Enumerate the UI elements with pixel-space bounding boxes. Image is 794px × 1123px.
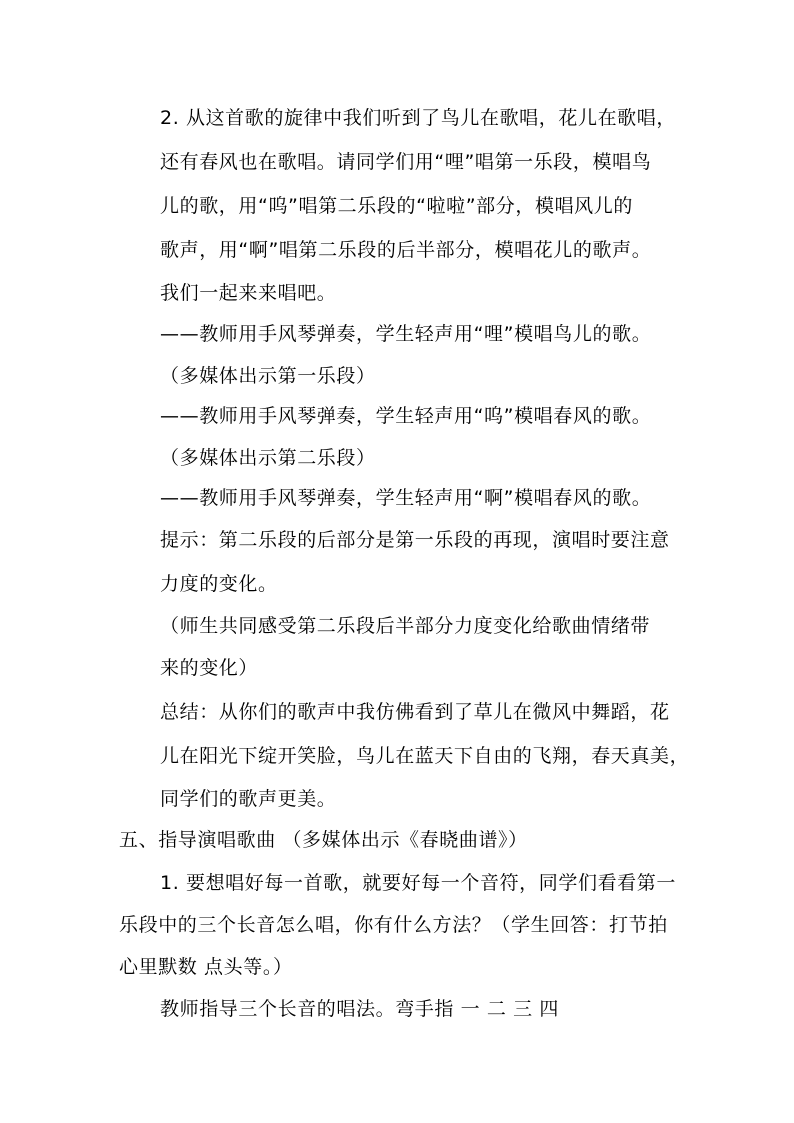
text-line-step-1: 1. 要想唱好每一首歌，就要好每一个音符，同学们看看第一 bbox=[160, 872, 676, 894]
text-line: 儿在阳光下绽开笑脸，鸟儿在蓝天下自由的飞翔，春天真美， bbox=[160, 745, 690, 767]
text-line-step-2: 2. 从这首歌的旋律中我们听到了鸟儿在歌唱，花儿在歌唱， bbox=[160, 107, 676, 129]
text-line-teacher-action: ——教师用手风琴弹奏，学生轻声用“哩”模唱鸟儿的歌。 bbox=[160, 323, 652, 345]
text-line: 力度的变化。 bbox=[160, 573, 278, 595]
text-line-hint: 提示：第二乐段的后部分是第一乐段的再现，演唱时要注意 bbox=[160, 529, 670, 551]
text-line: 乐段中的三个长音怎么唱，你有什么方法？（学生回答：打节拍 bbox=[119, 914, 668, 936]
text-line-summary: 总结：从你们的歌声中我仿佛看到了草儿在微风中舞蹈，花 bbox=[160, 701, 670, 723]
section-heading: 五、指导演唱歌曲 （多媒体出示《春晓曲谱》） bbox=[119, 829, 528, 851]
text-line-teacher-action: ——教师用手风琴弹奏，学生轻声用“呜”模唱春风的歌。 bbox=[160, 405, 652, 427]
text-line: 歌声，用“啊”唱第二乐段的后半部分，模唱花儿的歌声。 bbox=[160, 239, 652, 261]
text-line-note: （师生共同感受第二乐段后半部分力度变化给歌曲情绪带 bbox=[160, 615, 651, 637]
text-line: 教师指导三个长音的唱法。弯手指 一 二 三 四 bbox=[160, 998, 559, 1020]
text-line-media-note: （多媒体出示第一乐段） bbox=[160, 365, 376, 387]
text-line: 还有春风也在歌唱。请同学们用“哩”唱第一乐段，模唱鸟 bbox=[160, 151, 652, 173]
text-line: 心里默数 点头等。） bbox=[119, 956, 293, 978]
text-line: 我们一起来来唱吧。 bbox=[160, 282, 337, 304]
text-line: 儿的歌，用“呜”唱第二乐段的“啦啦”部分，模唱风儿的 bbox=[160, 195, 633, 217]
text-line-teacher-action: ——教师用手风琴弹奏，学生轻声用“啊”模唱春风的歌。 bbox=[160, 487, 652, 509]
text-line: 同学们的歌声更美。 bbox=[160, 788, 337, 810]
text-line-media-note: （多媒体出示第二乐段） bbox=[160, 447, 376, 469]
text-line: 来的变化） bbox=[160, 657, 259, 679]
